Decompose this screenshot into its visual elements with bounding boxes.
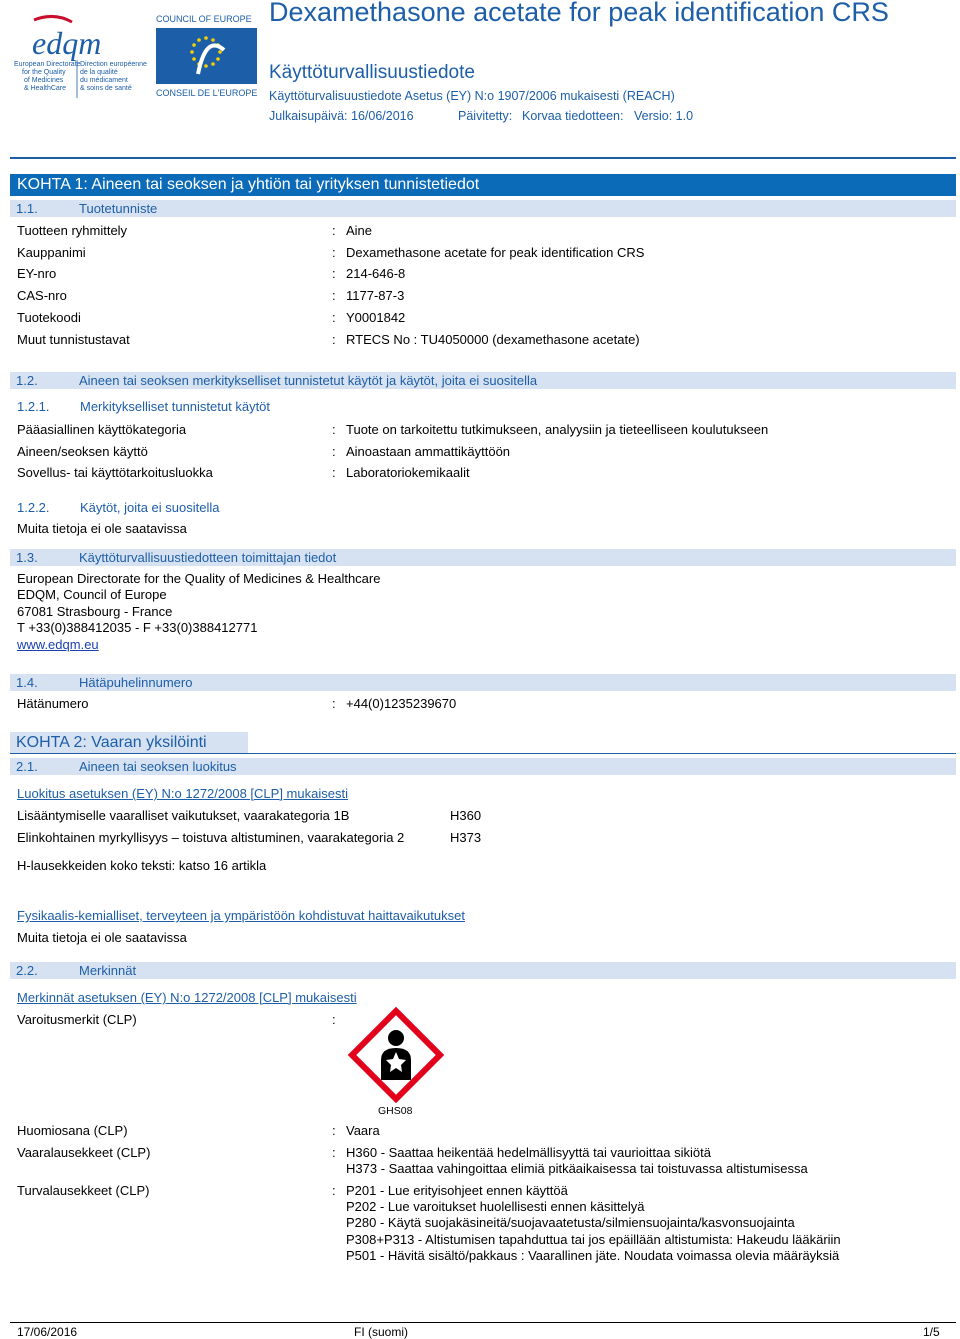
pictogram-code: GHS08 [378, 1105, 413, 1117]
subsection-title: Hätäpuhelinnumero [79, 675, 193, 690]
updated-label: Päivitetty: [458, 109, 513, 123]
subsection-title: Käytöt, joita ei suositella [80, 500, 220, 515]
precautionary-statements-label: Turvalausekkeet (CLP) [17, 1183, 150, 1198]
row-value: Dexamethasone acetate for peak identification CRS [346, 245, 645, 260]
h-statements-note: H-lausekkeiden koko teksti: katso 16 artikla [17, 858, 267, 873]
footer-language: FI (suomi) [354, 1325, 408, 1339]
footer-date: 17/06/2016 [17, 1325, 78, 1339]
subsection-title: Tuotetunniste [79, 201, 158, 216]
supplier-line: EDQM, Council of Europe [17, 587, 167, 602]
subsection-title: Aineen tai seoksen merkitykselliset tunnistetut käytöt ja käytöt, joita ei suositella [79, 373, 538, 388]
row-colon: : [332, 465, 336, 480]
signal-word: Vaara [346, 1123, 380, 1138]
row-colon: : [332, 332, 336, 347]
row-colon: : [332, 223, 336, 238]
council-of-europe-logo [154, 14, 259, 100]
precautionary-statement: P501 - Hävitä sisältö/pakkaus : Vaarallinen jäte. Noudata voimassa olevia määräyksiä [346, 1248, 840, 1263]
header-divider [10, 157, 956, 159]
classification-code: H373 [450, 830, 482, 845]
row-value: RTECS No : TU4050000 (dexamethasone acetate) [346, 332, 640, 347]
row-value: 1177-87-3 [346, 288, 405, 303]
hazard-statement: H360 - Saattaa heikentää hedelmällisyyttä tai vaurioittaa sikiötä [346, 1145, 711, 1160]
subsection-2-1 [10, 758, 956, 775]
precautionary-statement: P280 - Käytä suojakäsineitä/suojavaatetusta/silmiensuojainta/kasvonsuojainta [346, 1215, 795, 1230]
emergency-number: +44(0)1235239670 [346, 696, 457, 711]
regulation-line: Käyttöturvalisuustiedote Asetus (EY) N:o 1907/2006 mukaisesti (REACH) [269, 89, 675, 103]
subsection-title: Aineen tai seoksen luokitus [79, 759, 237, 774]
subsection-title: Merkinnät [79, 963, 137, 978]
row-value: Y0001842 [346, 310, 406, 325]
edqm-fr-4: & soins de santé [80, 85, 132, 92]
row-value: Aine [346, 223, 373, 238]
use-value: Laboratoriokemikaalit [346, 465, 470, 480]
supplier-line: T +33(0)388412035 - F +33(0)388412771 [17, 620, 258, 635]
row-label: CAS-nro [17, 288, 67, 303]
version-label: Versio: 1.0 [634, 109, 694, 123]
row-colon: : [332, 288, 336, 303]
use-label: Pääasiallinen käyttökategoria [17, 422, 187, 437]
row-colon: : [332, 696, 336, 711]
row-colon: : [332, 266, 336, 281]
hazard-statements-label: Vaaralausekkeet (CLP) [17, 1145, 151, 1160]
precautionary-statement: P201 - Lue erityisohjeet ennen käyttöä [346, 1183, 568, 1198]
subsection-number: 1.2.1. [17, 399, 50, 414]
row-label: EY-nro [17, 266, 57, 281]
signal-word-label: Huomiosana (CLP) [17, 1123, 128, 1138]
coe-top-text: COUNCIL OF EUROPE [156, 14, 252, 24]
subsection-1-2-1 [17, 399, 270, 414]
coe-bottom-text: CONSEIL DE L'EUROPE [156, 88, 258, 98]
edqm-en-4: & HealthCare [24, 85, 67, 92]
row-colon: : [332, 1145, 336, 1160]
row-colon: : [332, 422, 336, 437]
classification-text: Elinkohtainen myrkyllisyys – toistuva altistuminen, vaarakategoria 2 [17, 830, 405, 845]
precautionary-statement: P202 - Lue varoitukset huolellisesti ennen käsittelyä [346, 1199, 645, 1214]
edqm-fr-3: du médicament [80, 77, 128, 84]
section-1-heading: KOHTA 1: Aineen tai seoksen ja yhtiön tai yrityksen tunnistetiedot [10, 174, 956, 196]
subsection-1-2-2 [17, 500, 219, 515]
subsection-number: 1.2.2. [17, 500, 50, 515]
subsection-number: 2.2. [16, 963, 38, 978]
precautionary-statement: P308+P313 - Altistumisen tapahduttua tai jos epäillään altistumista: Hakeudu lääkäriin [346, 1232, 841, 1247]
section-2-heading: KOHTA 2: Vaaran yksilöinti [10, 732, 248, 753]
row-label: Tuotekoodi [17, 310, 81, 325]
row-colon: : [332, 1012, 336, 1027]
footer-divider [10, 1322, 956, 1323]
subsection-1-3 [10, 549, 956, 566]
row-label: Tuotteen ryhmittely [17, 223, 128, 238]
subsection-1-1 [10, 200, 956, 217]
health-hazard-icon [349, 1008, 443, 1102]
row-colon: : [332, 245, 336, 260]
edqm-fr-2: de la qualité [80, 69, 118, 76]
use-label: Aineen/seoksen käyttö [17, 444, 148, 459]
row-label: Kauppanimi [17, 245, 86, 260]
document-title: Dexamethasone acetate for peak identification CRS [269, 0, 889, 27]
row-colon: : [332, 1123, 336, 1138]
subsection-title: Käyttöturvallisuustiedotteen toimittajan tiedot [79, 550, 337, 565]
supplier-website-link[interactable]: www.edqm.eu [17, 637, 99, 652]
edqm-en-1: European Directorate [14, 61, 81, 68]
edqm-en-3: of Medicines [24, 77, 64, 84]
labelling-heading: Merkinnät asetuksen (EY) N:o 1272/2008 [CLP] mukaisesti [17, 990, 357, 1005]
row-colon: : [332, 1183, 336, 1198]
use-value: Ainoastaan ammattikäyttöön [346, 444, 511, 459]
classification-text: Lisääntymiselle vaaralliset vaikutukset, vaarakategoria 1B [17, 808, 350, 823]
supplier-line: 67081 Strasbourg - France [17, 604, 173, 619]
emergency-label: Hätänumero [17, 696, 89, 711]
edqm-fr-1: Direction européenne [80, 61, 147, 68]
pictogram-label: Varoitusmerkit (CLP) [17, 1012, 137, 1027]
use-label: Sovellus- tai käyttötarkoitusluokka [17, 465, 213, 480]
subsection-number: 1.1. [16, 201, 38, 216]
subsection-number: 2.1. [16, 759, 38, 774]
edqm-logo [14, 14, 147, 100]
row-colon: : [332, 444, 336, 459]
adverse-effects-heading: Fysikaalis-kemialliset, terveyteen ja ympäristöön kohdistuvat haittavaikutukset [17, 908, 465, 923]
edqm-en-2: for the Quality [22, 69, 66, 76]
edqm-brand: edqm [32, 25, 102, 61]
no-data-text: Muita tietoja ei ole saatavissa [17, 930, 187, 945]
use-value: Tuote on tarkoitettu tutkimukseen, analyysiin ja tieteelliseen koulutukseen [346, 422, 769, 437]
replaces-label: Korvaa tiedotteen: [522, 109, 624, 123]
document-subtitle: Käyttöturvallisuustiedote [269, 62, 475, 83]
section-2-rule [10, 753, 956, 754]
subsection-2-2 [10, 962, 956, 979]
subsection-number: 1.4. [16, 675, 38, 690]
subsection-title: Merkitykselliset tunnistetut käytöt [80, 399, 271, 414]
issue-date: Julkaisupäivä: 16/06/2016 [269, 109, 414, 123]
clp-classification-heading: Luokitus asetuksen (EY) N:o 1272/2008 [CLP] mukaisesti [17, 786, 348, 801]
classification-code: H360 [450, 808, 482, 823]
row-value: 214-646-8 [346, 266, 406, 281]
no-data-text: Muita tietoja ei ole saatavissa [17, 521, 187, 536]
page-number: 1/5 [923, 1325, 940, 1339]
subsection-number: 1.2. [16, 373, 38, 388]
row-colon: : [332, 310, 336, 325]
hazard-statement: H373 - Saattaa vahingoittaa elimiä pitkäaikaisessa tai toistuvassa altistumisessa [346, 1161, 808, 1176]
subsection-1-4 [10, 674, 956, 691]
row-label: Muut tunnistustavat [17, 332, 130, 347]
supplier-line: European Directorate for the Quality of Medicines & Healthcare [17, 571, 381, 586]
subsection-1-2 [10, 372, 956, 389]
subsection-number: 1.3. [16, 550, 38, 565]
